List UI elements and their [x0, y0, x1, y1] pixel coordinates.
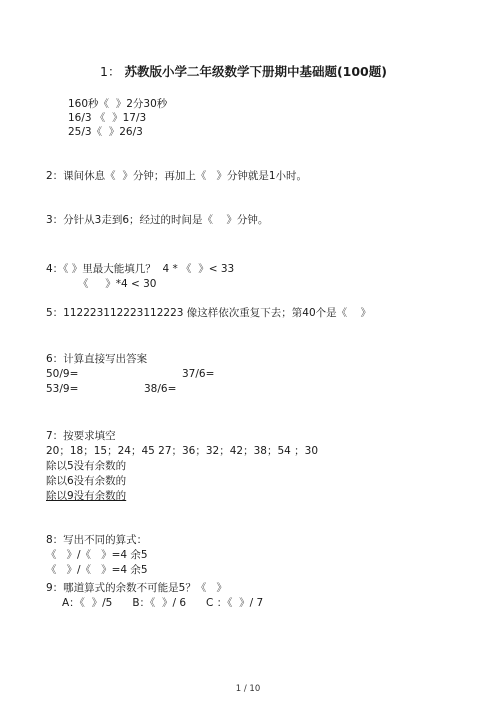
q4-line-2: 《 》*4 < 30: [78, 278, 157, 290]
q9-heading: 9：哪道算式的余数不可能是5？《 》: [46, 582, 227, 594]
title-text: 苏教版小学二年级数学下册期中基础题(100题): [124, 64, 387, 79]
q1-line-3: 25/3《 》26/3: [68, 126, 143, 138]
q7-line-2: 除以6没有余数的: [46, 475, 127, 487]
q4-line-1: 4：《 》里最大能填几？ 4 * 《 》< 33: [46, 263, 235, 275]
q7-heading: 7：按要求填空: [46, 430, 116, 442]
q8-line-2: 《 》/《 》=4 余5: [46, 564, 148, 576]
q7-line-1: 除以5没有余数的: [46, 460, 127, 472]
q7-line-3: 除以9没有余数的: [46, 490, 127, 502]
q7-numbers: 20；18；15；24；45 27；36；32；42；38；54 ；30: [46, 445, 319, 457]
q8-line-1: 《 》/《 》=4 余5: [46, 549, 148, 561]
q6-item-1a: 50/9=: [46, 368, 79, 380]
q6-item-1b: 37/6=: [182, 368, 215, 380]
q2-text: 2：课间休息《 》分钟；再加上《 》分钟就是1小时。: [46, 170, 308, 182]
q8-heading: 8：写出不同的算式：: [46, 534, 148, 546]
q6-heading: 6：计算直接写出答案: [46, 353, 148, 365]
q5-text: 5：112223112223112223 像这样依次重复下去；第40个是《 》: [46, 307, 371, 319]
title-number: 1：: [100, 64, 121, 79]
q1-line-2: 16/3 《 》17/3: [68, 112, 147, 124]
q3-text: 3：分针从3走到6；经过的时间是《 》分钟。: [46, 214, 269, 226]
document-title: [100, 64, 387, 80]
q9-options: A：《 》/5 B：《 》/ 6 C ：《 》/ 7: [62, 597, 264, 609]
q6-item-2a: 53/9=: [46, 383, 79, 395]
q6-item-2b: 38/6=: [144, 383, 177, 395]
q1-line-1: 160秒《 》2分30秒: [68, 98, 168, 110]
page-number: 1 / 10: [235, 684, 261, 694]
